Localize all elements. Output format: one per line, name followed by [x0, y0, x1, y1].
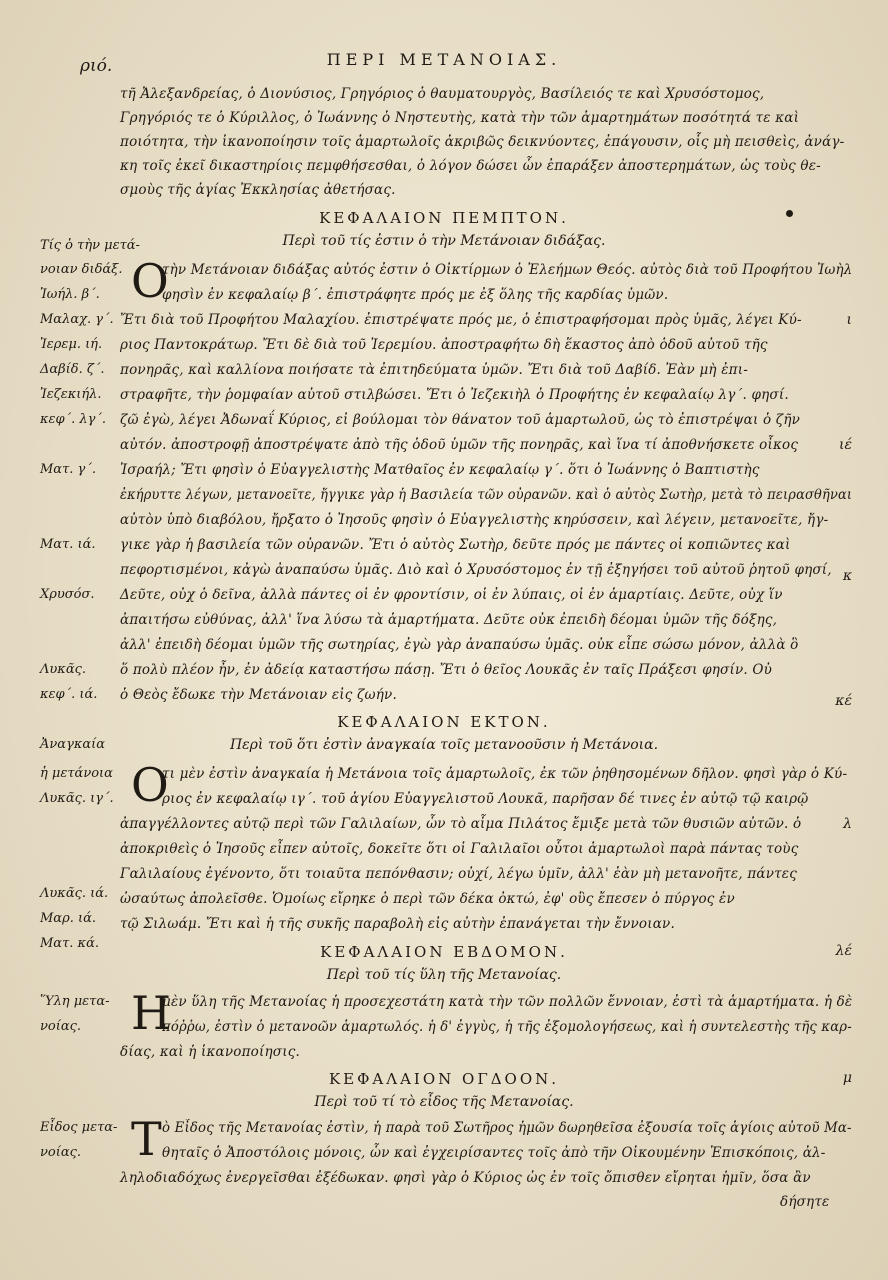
- body-line: ἀποκριθεὶς ὁ Ἰησοῦς εἶπεν αὐτοῖς, δοκεῖτε ὅτι οἱ Γαλιλαῖοι οὗτοι ἁμαρτωλοὶ παρὰ πάντας τοὺς: [120, 841, 799, 857]
- body-line: γικε γὰρ ἡ βασιλεία τῶν οὐρανῶν. Ἔτι ὁ αὐτὸς Σωτὴρ, δεῦτε πρός με πάντες οἱ κοπιῶντες καὶ: [120, 537, 791, 553]
- margin-numeral: κέ: [835, 693, 852, 709]
- margin-note: νοίας.: [40, 1019, 82, 1034]
- body-line: δήσητε: [780, 1194, 830, 1210]
- margin-note: Ἰωήλ. β΄.: [40, 287, 100, 302]
- margin-note: Ἰερεμ. ιή.: [40, 337, 103, 352]
- body-line: ληλοδιαδόχως ἐνεργεῖσθαι ἐξέδωκαν. φησὶ γὰρ ὁ Κύριος ὡς ἐν τοῖς ὄπισθεν εἴρηται ἡμῖν, ὅσα ἂν: [120, 1170, 811, 1186]
- margin-numeral: μ: [842, 1070, 852, 1086]
- body-line: πόῤῥω, ἐστὶν ὁ μετανοῶν ἁμαρτωλός. ἡ δ' ἐγγὺς, ἡ τῆς ἐξομολογήσεως, καὶ ἡ συντελεστὴς τῆς καρ-: [162, 1019, 852, 1035]
- margin-numeral: ι: [846, 312, 852, 328]
- margin-numeral: λέ: [835, 943, 852, 959]
- body-line: πονηρᾶς, καὶ καλλίονα ποιήσατε τὰ ἐπιτηδεύματα ὑμῶν. Ἔτι διὰ τοῦ Δαβίδ. Ἐὰν μὴ ἐπι-: [120, 362, 748, 378]
- chapter-5-title: ΚΕΦΑΛΑΙΟΝ ΠΕΜΠΤΟΝ.: [319, 209, 569, 227]
- margin-note: Δαβίδ. ζ΄.: [40, 362, 105, 377]
- body-line: ριος ἐν κεφαλαίῳ ιγ΄. τοῦ ἁγίου Εὐαγγελιστοῦ Λουκᾶ, παρῆσαν δέ τινες ἐν αὐτῷ τῷ καιρῷ: [162, 791, 809, 807]
- body-line: πεφορτισμένοι, κἀγὼ ἀναπαύσω ὑμᾶς. Διὸ καὶ ὁ Χρυσόστομος ἐν τῇ ἐξηγήσει τοῦ αὐτοῦ ῥητοῦ φησί,: [120, 562, 832, 578]
- margin-note: κεφ΄. λγ΄.: [40, 412, 107, 427]
- margin-note: Μαρ. ιά.: [40, 911, 97, 926]
- body-line: θηταῖς ὁ Ἀποστόλοις μόνοις, ὧν καὶ ἐγχειρίσαντες τοῖς ἀπὸ τῆν Οἰκουμένην Ἐπισκόποις, ἀλ-: [162, 1145, 826, 1161]
- body-line: τὴν Μετάνοιαν διδάξας αὐτός ἐστιν ὁ Οἰκτίρμων ὁ Ἐλεήμων Θεός. αὐτὸς διὰ τοῦ Προφήτου Ἰωὴλ: [162, 262, 853, 278]
- margin-note: Ὕλη μετα-: [40, 994, 110, 1009]
- margin-note: κεφ΄. ιά.: [40, 687, 98, 702]
- chapter-8-title: ΚΕΦΑΛΑΙΟΝ ΟΓΔΟΟΝ.: [328, 1070, 560, 1088]
- folio-number: ριό.: [80, 56, 113, 76]
- chapter-5-subtitle: Περὶ τοῦ τίς ἐστιν ὁ τὴν Μετάνοιαν διδάξας.: [282, 233, 606, 249]
- body-line: ὅ πολὺ πλέον ἦν, ἐν ἀδείᾳ καταστήσω πάσῃ. Ἔτι ὁ θεῖος Λουκᾶς ἐν ταῖς Πράξεσι φησίν. Οὐ: [120, 662, 773, 678]
- body-line: ἀπαγγέλλοντες αὐτῷ περὶ τῶν Γαλιλαίων, ὧν τὸ αἷμα Πιλάτος ἔμιξε μετὰ τῶν θυσιῶν αὐτῶν. ὁ: [120, 816, 802, 832]
- body-line: ὸ Εἶδος τῆς Μετανοίας ἐστὶν, ἡ παρὰ τοῦ Σωτῆρος ἡμῶν δωρηθεῖσα ἐξουσία τοῖς ἁγίοις αὐτοῦ Μα-: [162, 1120, 852, 1136]
- margin-numeral: κ: [842, 568, 852, 584]
- body-line: τῷ Σιλωάμ. Ἔτι καὶ ἡ τῆς συκῆς παραβολὴ εἰς αὐτὴν ἐπανάγεται τὴν ἔννοιαν.: [120, 916, 675, 932]
- body-line: ριος Παντοκράτωρ. Ἔτι δὲ διὰ τοῦ Ἰερεμίου. ἀποστραφήτω δὴ ἕκαστος ἀπὸ ὁδοῦ αὐτοῦ τῆς: [120, 337, 768, 353]
- margin-note: Ἀναγκαία: [40, 737, 106, 752]
- margin-note: νοιαν διδάξ.: [40, 262, 123, 277]
- drop-cap: Ο: [131, 254, 169, 308]
- body-line: ζῶ ἐγὼ, λέγει Ἀδωναΐ Κύριος, εἰ βούλομαι τὸν θάνατον τοῦ ἁμαρτωλοῦ, ὡς τὸ ἐπιστρέψαι ὁ ζῆν: [120, 412, 801, 428]
- intro-line: Γρηγόριός τε ὁ Κύριλλος, ὁ Ἰωάννης ὁ Νηστευτὴς, κατὰ τὴν τῶν ἁμαρτημάτων ποσότητά τε καὶ: [120, 110, 800, 126]
- body-line: στραφῆτε, τὴν ῥομφαίαν αὐτοῦ στιλβώσει. Ἔτι ὁ Ἰεζεκιὴλ ὁ Προφήτης ἐν κεφαλαίῳ λγ΄. φησί.: [120, 387, 789, 403]
- margin-note: Ἰεζεκιήλ.: [40, 387, 102, 402]
- drop-cap: Η: [131, 986, 172, 1040]
- body-line: ἀπαιτήσω εὐθύνας, ἀλλ' ἵνα λύσω τὰ ἁμαρτήματα. Δεῦτε οὐκ ἐπειδὴ δέομαι ὑμῶν τῆς δόξης,: [120, 612, 778, 628]
- margin-note: Λυκᾶς. ιά.: [40, 886, 109, 901]
- margin-note: Τίς ὁ τὴν μετά-: [40, 238, 140, 253]
- margin-note: Ματ. κά.: [40, 936, 99, 951]
- chapter-7-title: ΚΕΦΑΛΑΙΟΝ ΕΒΔΟΜΟΝ.: [320, 943, 568, 961]
- drop-cap: Τ: [131, 1112, 162, 1166]
- margin-note: Ματ. γ΄.: [40, 462, 96, 477]
- body-line: ὁ Θεὸς ἔδωκε τὴν Μετάνοιαν εἰς ζωήν.: [120, 687, 397, 703]
- drop-cap: Ο: [131, 758, 169, 812]
- chapter-6-subtitle: Περὶ τοῦ ὅτι ἐστὶν ἀναγκαία τοῖς μετανοοῦσιν ἡ Μετάνοια.: [229, 737, 659, 753]
- chapter-8-subtitle: Περὶ τοῦ τί τὸ εἶδος τῆς Μετανοίας.: [314, 1094, 574, 1110]
- margin-note: ἡ μετάνοια: [40, 766, 113, 781]
- margin-numeral: ιέ: [838, 437, 852, 453]
- margin-note: Μαλαχ. γ΄.: [40, 312, 114, 327]
- body-line: μὲν ὕλη τῆς Μετανοίας ἡ προσεχεστάτη κατὰ τὴν τῶν πολλῶν ἔννοιαν, ἐστὶ τὰ ἁμαρτήματα. ἡ δὲ: [162, 994, 853, 1010]
- margin-note: Ματ. ιά.: [40, 537, 96, 552]
- margin-note: Εἶδος μετα-: [40, 1120, 118, 1135]
- body-line: Δεῦτε, οὐχ ὁ δεῖνα, ἀλλὰ πάντες οἱ ἐν φροντίσιν, οἱ ἐν λύπαις, οἱ ἐν ἁμαρτίαις. Δεῦτε, οὐχ ἵν: [120, 587, 783, 603]
- body-line: τι μὲν ἐστὶν ἀναγκαία ἡ Μετάνοια τοῖς ἁμαρτωλοῖς, ἐκ τῶν ῥηθησομένων δῆλον. φησὶ γὰρ ὁ Κύ-: [162, 766, 848, 782]
- body-line: ὡσαύτως ἀπολεῖσθε. Ὁμοίως εἴρηκε ὁ περὶ τῶν δέκα ὀκτώ, ἐφ' οὓς ἔπεσεν ὁ πύργος ἐν: [120, 891, 735, 907]
- margin-note: νοίας.: [40, 1145, 82, 1160]
- body-line: φησὶν ἐν κεφαλαίῳ β΄. ἐπιστράφητε πρός με ἐξ ὅλης τῆς καρδίας ὑμῶν.: [162, 287, 669, 303]
- body-line: αὐτὸν ὑπὸ διαβόλου, ἤρξατο ὁ Ἰησοῦς φησὶν ὁ Εὐαγγελιστὴς κηρύσσειν, καὶ λέγειν, μετανοεῖτε, ἤγ-: [120, 512, 829, 528]
- body-line: Ἰσραήλ; Ἔτι φησὶν ὁ Εὐαγγελιστὴς Ματθαῖος ἐν κεφαλαίῳ γ΄. ὅτι ὁ Ἰωάννης ὁ Βαπτιστὴς: [120, 462, 760, 478]
- chapter-6-title: ΚΕΦΑΛΑΙΟΝ ΕΚΤΟΝ.: [337, 713, 551, 731]
- intro-line: ποιότητα, τὴν ἱκανοποίησιν τοῖς ἁμαρτωλοῖς ἀκριβῶς δεικνύοντες, ἐπάγουσιν, οἷς μὴ πεισθεὶς, ἀνάγ-: [120, 134, 845, 150]
- intro-line: τῆ Ἀλεξανδρείας, ὁ Διονύσιος, Γρηγόριος ὁ θαυματουργὸς, Βασίλειός τε καὶ Χρυσόστομος,: [120, 86, 765, 102]
- running-head: ΠΕΡΙ ΜΕΤΑΝΟΙΑΣ.: [326, 50, 562, 69]
- margin-note: Λυκᾶς. ιγ΄.: [40, 791, 114, 806]
- body-line: δίας, καὶ ἡ ἱκανοποίησις.: [120, 1044, 300, 1060]
- chapter-7-subtitle: Περὶ τοῦ τίς ὕλη τῆς Μετανοίας.: [326, 967, 562, 983]
- body-line: ἐκήρυττε λέγων, μετανοεῖτε, ἤγγικε γὰρ ἡ Βασιλεία τῶν οὐρανῶν. καὶ ὁ αὐτὸς Σωτὴρ, μετὰ τὸ πειρασθῆναι: [120, 487, 853, 503]
- intro-line: κη τοῖς ἐκεῖ δικαστηρίοις πεμφθήσεσθαι, ὁ λόγον δώσει ὧν ἐπαράξεν ἀποστερημάτων, ὡς τοὺς θε-: [120, 158, 821, 174]
- margin-note: Λυκᾶς.: [40, 662, 87, 677]
- intro-line: σμοὺς τῆς ἁγίας Ἐκκλησίας ἀθετήσας.: [120, 182, 396, 198]
- margin-numeral: λ: [843, 816, 852, 832]
- body-line: ἀλλ' ἐπειδὴ δέομαι ὑμῶν τῆς σωτηρίας, ἐγὼ γὰρ ἀναπαύσω ὑμᾶς. οὐκ εἶπε σώσω μόνον, ἀλλὰ ὃ: [120, 637, 799, 653]
- body-line: Γαλιλαίους ἐγένοντο, ὅτι τοιαῦτα πεπόνθασιν; οὐχί, λέγω ὑμῖν, ἀλλ' ἐὰν μὴ μετανοῆτε, πάντες: [120, 866, 798, 882]
- margin-note: Χρυσόσ.: [40, 587, 95, 602]
- body-line: Ἔτι διὰ τοῦ Προφήτου Μαλαχίου. ἐπιστρέψατε πρός με, ὁ ἐπιστραφήσομαι πρὸς ὑμᾶς, λέγει Κύ-: [120, 312, 802, 328]
- body-line: αὐτόν. ἀποστροφῇ ἀποστρέψατε ἀπὸ τῆς ὁδοῦ ὑμῶν τῆς πονηρᾶς, καὶ ἵνα τί ἀποθνήσκετε οἶκος: [120, 437, 799, 453]
